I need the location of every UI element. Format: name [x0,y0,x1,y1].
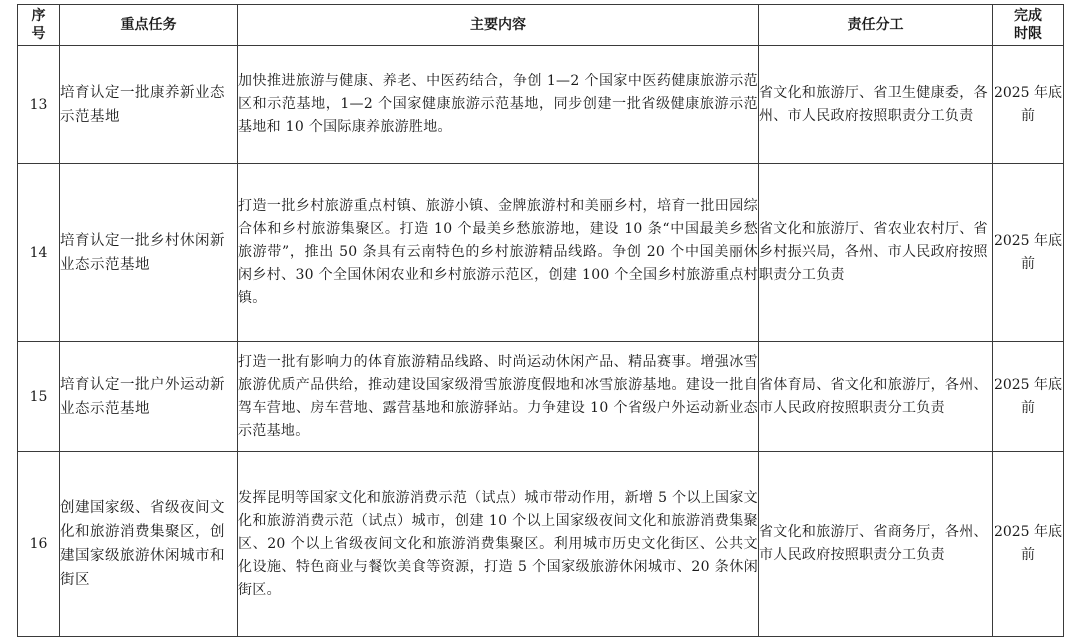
row-task: 创建国家级、省级夜间文化和旅游消费集聚区，创建国家级旅游休闲城市和街区 [60,452,238,637]
key-tasks-table [17,4,1064,637]
table-row [18,452,1064,637]
header-deadline-line-2: 时限 [1014,26,1042,42]
row-deadline: 2025 年底前 [993,46,1064,164]
row-responsibility: 省文化和旅游厅、省卫生健康委，各州、市人民政府按照职责分工负责 [759,46,993,164]
row-seq: 13 [18,46,60,164]
row-responsibility: 省文化和旅游厅、省商务厅，各州、市人民政府按照职责分工负责 [759,452,993,637]
row-responsibility: 省文化和旅游厅、省农业农村厅、省乡村振兴局，各州、市人民政府按照职责分工负责 [759,164,993,342]
row-task: 培育认定一批户外运动新业态示范基地 [60,342,238,452]
header-task: 重点任务 [60,5,238,46]
table-row [18,164,1064,342]
table-header-row [18,5,1064,46]
row-seq: 15 [18,342,60,452]
row-deadline: 2025 年底前 [993,164,1064,342]
header-content: 主要内容 [238,5,759,46]
row-task: 培育认定一批康养新业态示范基地 [60,46,238,164]
header-seq-line-1: 序 [31,8,46,24]
table-row [18,342,1064,452]
row-seq: 14 [18,164,60,342]
header-seq [18,5,60,46]
row-deadline: 2025 年底前 [993,342,1064,452]
row-responsibility: 省体育局、省文化和旅游厅，各州、市人民政府按照职责分工负责 [759,342,993,452]
row-content: 打造一批乡村旅游重点村镇、旅游小镇、金牌旅游村和美丽乡村，培育一批田园综合体和乡村旅游集聚区。打造 10 个最美乡愁旅游地，建设 10 条“中国最美乡愁旅游带”，推出 50 条具有云南特色的乡村旅游精品线路。争创 20 个中国美丽休闲乡村、30 个全国休闲农业和乡村旅游示范区，创建 100 个全国乡村旅游重点村镇。 [238,164,759,342]
header-seq-line-2: 号 [31,26,46,42]
header-responsibility: 责任分工 [759,5,993,46]
header-deadline [993,5,1064,46]
row-content: 打造一批有影响力的体育旅游精品线路、时尚运动休闲产品、精品赛事。增强冰雪旅游优质产品供给，推动建设国家级滑雪旅游度假地和冰雪旅游基地。建设一批自驾车营地、房车营地、露营基地和旅游驿站。力争建设 10 个省级户外运动新业态示范基地。 [238,342,759,452]
task-table-container [17,4,1063,637]
table-row [18,46,1064,164]
row-task: 培育认定一批乡村休闲新业态示范基地 [60,164,238,342]
row-content: 发挥昆明等国家文化和旅游消费示范（试点）城市带动作用，新增 5 个以上国家文化和旅游消费示范（试点）城市，创建 10 个以上国家级夜间文化和旅游消费集聚区、20 个以上省级夜间文化和旅游消费集聚区。利用城市历史文化街区、公共文化设施、特色商业与餐饮美食等资源，打造 5 个国家级旅游休闲城市、20 条休闲街区。 [238,452,759,637]
header-deadline-line-1: 完成 [1014,8,1042,24]
row-deadline: 2025 年底前 [993,452,1064,637]
row-seq: 16 [18,452,60,637]
row-content: 加快推进旅游与健康、养老、中医药结合，争创 1—2 个国家中医药健康旅游示范区和示范基地，1—2 个国家健康旅游示范基地，同步创建一批省级健康旅游示范基地和 10 个国际康养旅游胜地。 [238,46,759,164]
